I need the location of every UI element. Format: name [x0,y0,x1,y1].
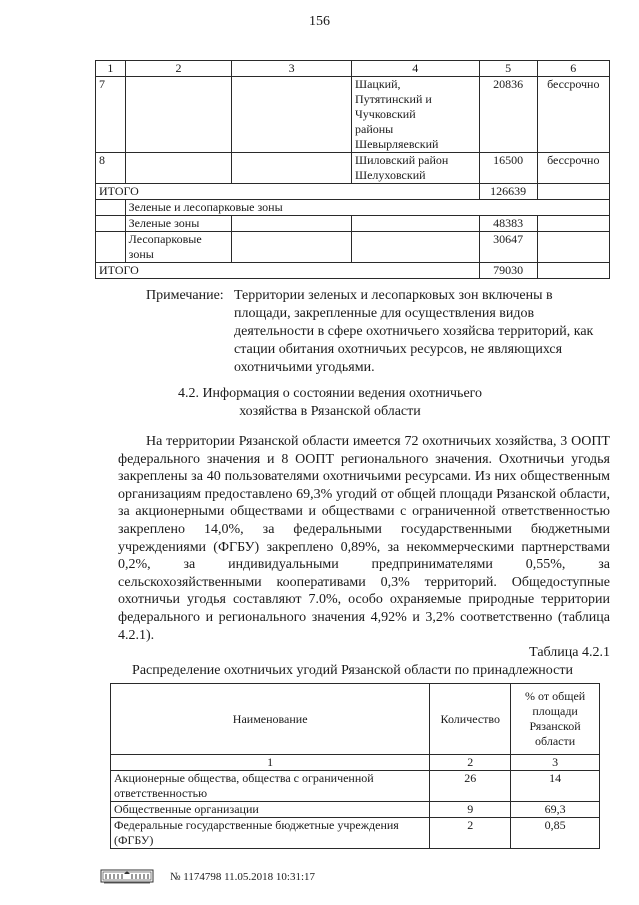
zone-name: Лесопарковые зоны [125,232,232,263]
row-name: Общественные организации [111,802,430,818]
zone-value: 30647 [479,232,537,263]
column-number: 3 [511,755,600,771]
note-label: Примечание: [146,288,224,303]
section-heading: 4.2. Информация о состоянии ведения охотничьего хозяйства в Рязанской области [177,386,483,419]
total-row [96,263,610,279]
header-cell: 3 [232,61,352,77]
column-number-row [111,755,600,771]
registry-stamp-icon [100,867,154,885]
zone-name: Зеленые зоны [125,216,232,232]
table-header-row [96,61,610,77]
term-cell: бессрочно [537,153,609,184]
table-cell [125,77,232,153]
table-row [111,802,600,818]
header-cell: 1 [96,61,126,77]
total-label: ИТОГО [96,184,480,200]
table-row [111,771,600,802]
hunting-grounds-table-continued [95,60,610,279]
note-text: Территории зеленых и лесопарковых зон включены в площади, закрепленные для осуществления видов деятельности в сфере охотничьего хозяйсва территорий, как стации обитания охотничьих ресурсов, не являющихся охотничьими угодьями. [234,288,594,375]
row-count: 2 [430,818,511,849]
document-number: № 1174798 11.05.2018 10:31:17 [170,871,316,883]
ownership-table [110,683,600,849]
total-label: ИТОГО [96,263,480,279]
table-row [96,77,610,153]
header-cell: 5 [479,61,537,77]
header-percent: % от общей площади Рязанской области [511,684,600,755]
header-name: Наименование [111,684,430,755]
table-cell [232,153,352,184]
total-row [96,184,610,200]
header-count: Количество [430,684,511,755]
table-title: Распределение охотничьих угодий Рязанской области по принадлежности [132,663,573,678]
header-cell: 2 [125,61,232,77]
footer [100,867,400,887]
table-header-row [111,684,600,755]
row-percent: 0,85 [511,818,600,849]
section-label: Зеленые и лесопарковые зоны [125,200,609,216]
table-cell [232,77,352,153]
row-percent: 14 [511,771,600,802]
district-cell: Шацкий, Путятинский и Чучковский районы Шевырляевский [352,77,480,153]
column-number: 1 [111,755,430,771]
row-name: Федеральные государственные бюджетные учреждения (ФГБУ) [111,818,430,849]
row-percent: 69,3 [511,802,600,818]
row-count: 9 [430,802,511,818]
row-number: 7 [96,77,126,153]
table-row [96,216,610,232]
table-reference: Таблица 4.2.1 [529,645,610,660]
row-name: Акционерные общества, общества с ограниченной ответственностью [111,771,430,802]
area-cell: 16500 [479,153,537,184]
column-number: 2 [430,755,511,771]
page-number: 156 [309,14,330,29]
header-cell: 6 [537,61,609,77]
total-value: 126639 [479,184,537,200]
row-count: 26 [430,771,511,802]
row-number: 8 [96,153,126,184]
total-value: 79030 [479,263,537,279]
section-row [96,200,610,216]
header-cell: 4 [352,61,480,77]
body-paragraph [118,433,610,644]
district-cell: Шиловский район Шелуховский [352,153,480,184]
table-row [111,818,600,849]
table-row [96,153,610,184]
term-cell: бессрочно [537,77,609,153]
paragraph-text: На территории Рязанской области имеется 72 охотничьих хозяйства, 3 ООПТ федерального значения и 8 ООПТ регионального значения. Охотничьи угодья закреплены за 40 пользователями охотничьими ресурсами. Из них общественным организациям предоставлено 69,3% угодий от общей площади Рязанской области, за акционерными обществами и обществами с ограниченной ответственностью закреплено 14,0%, за федеральными государственными бюджетными учреждениями (ФГБУ) закреплено 0,89%, за некоммерческими партнерствами 0,2%, за индивидуальными предпринимателями 0,55%, за сельскохозяйственными кооперативами 0,3% территорий. Общедоступные охотничьи угодья составляют 7.0%, особо охраняемые природные территории федерального и регионального значения 4,92% и 3,2% соответственно (таблица 4.2.1). [118,434,610,643]
table-cell [125,153,232,184]
table-row [96,232,610,263]
area-cell: 20836 [479,77,537,153]
zone-value: 48383 [479,216,537,232]
